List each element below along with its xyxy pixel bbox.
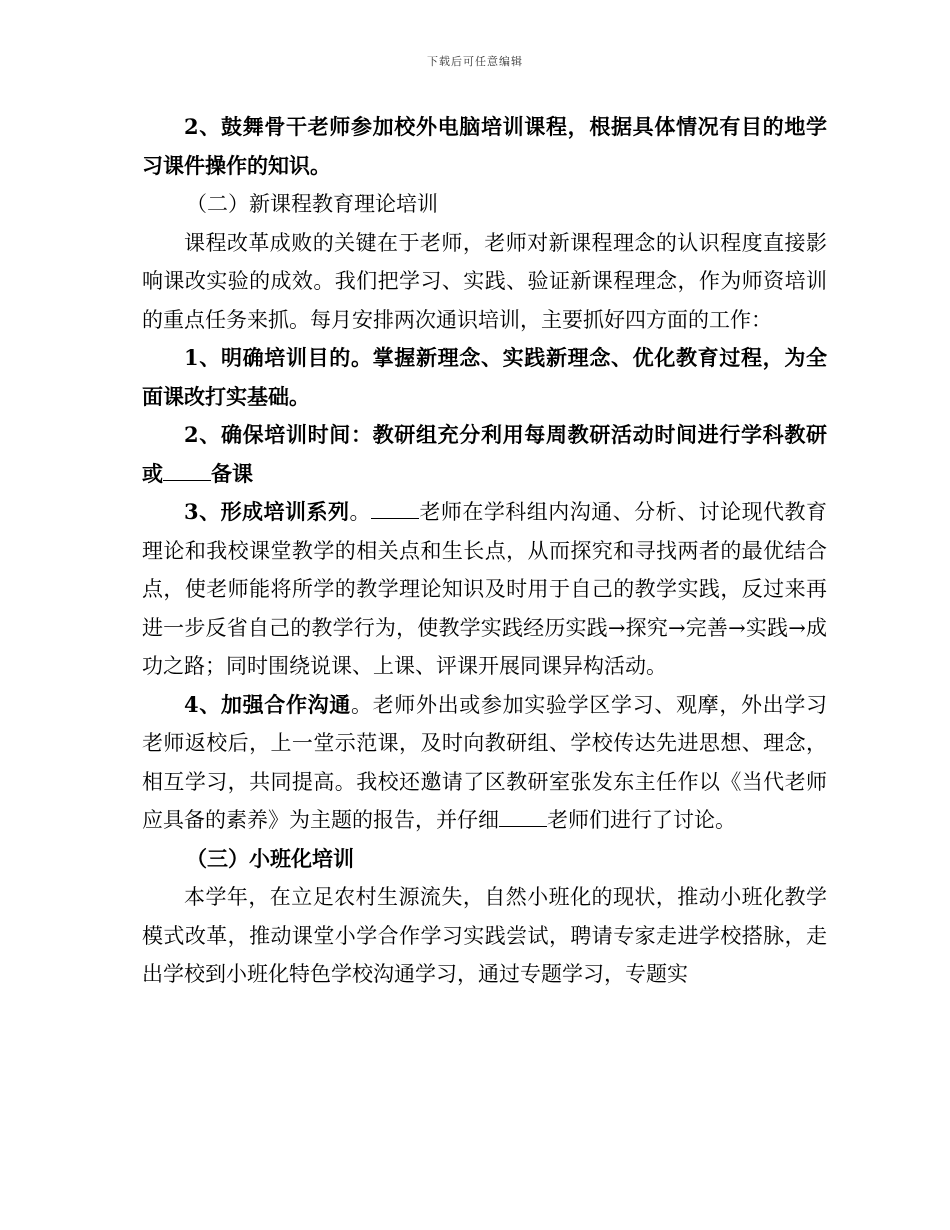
cooperation-tail: 老师们进行了讨论。	[547, 808, 736, 832]
paragraph-training-goal: 1、明确培训目的。掌握新理念、实践新理念、优化教育过程，为全面课改打实基础。	[142, 345, 827, 409]
blank-line	[371, 500, 419, 519]
cooperation-text: 。老师外出或参加实验学区学习、观摩，外出学习老师返校后，上一堂示范课，及时向教研组、学校传达先进思想、理念，相互学习，共同提高。我校还邀请了区教研室张发东主任作以《当代老师应具备的素养》为主题的报告，并仔细	[142, 692, 827, 832]
paragraph-computer-training: 2、鼓舞骨干老师参加校外电脑培训课程，根据具体情况有目的地学习课件操作的知识。	[142, 114, 827, 178]
section-heading-new-curriculum: （二）新课程教育理论培训	[186, 192, 438, 216]
paragraph-cooperation	[142, 686, 827, 840]
cooperation-lead: 4、加强合作沟通	[184, 691, 351, 717]
training-time-text: 2、确保培训时间：教研组充分利用每周教研活动时间进行学科教研或	[142, 422, 827, 486]
training-time-tail: 备课	[211, 460, 253, 486]
paragraph-small-class: 本学年，在立足农村生源流失，自然小班化的现状，推动小班化教学模式改革，推动课堂小学合作学习实践尝试，聘请专家走进学校搭脉，走出学校到小班化特色学校沟通学习，通过专题学习，专题实	[142, 885, 827, 986]
blank-line	[163, 462, 211, 481]
paragraph-training-series	[142, 493, 827, 686]
page-header-note: 下载后可任意编辑	[427, 55, 523, 68]
blank-line	[499, 808, 547, 827]
training-series-punct: 。	[349, 500, 371, 524]
paragraph-training-time	[142, 416, 827, 493]
section-heading-small-class: （三）小班化培训	[186, 845, 354, 871]
paragraph-curriculum-reform: 课程改革成败的关键在于老师，老师对新课程理念的认识程度直接影响课改实验的成效。我们把学习、实践、验证新课程理念，作为师资培训的重点任务来抓。每月安排两次通识培训，主要抓好四方面的工作：	[142, 230, 827, 332]
document-body	[142, 108, 827, 994]
training-series-text: 老师在学科组内沟通、分析、讨论现代教育理论和我校课堂教学的相关点和生长点，从而探究和寻找两者的最优结合点，使老师能将所学的教学理论知识及时用于自己的教学实践，反过来再进一步反省自己的教学行为，使教学实践经历实践→探究→完善→实践→成功之路；同时围绕说课、上课、评课开展同课异构活动。	[142, 500, 827, 678]
training-series-lead: 3、形成培训系列	[184, 499, 350, 524]
